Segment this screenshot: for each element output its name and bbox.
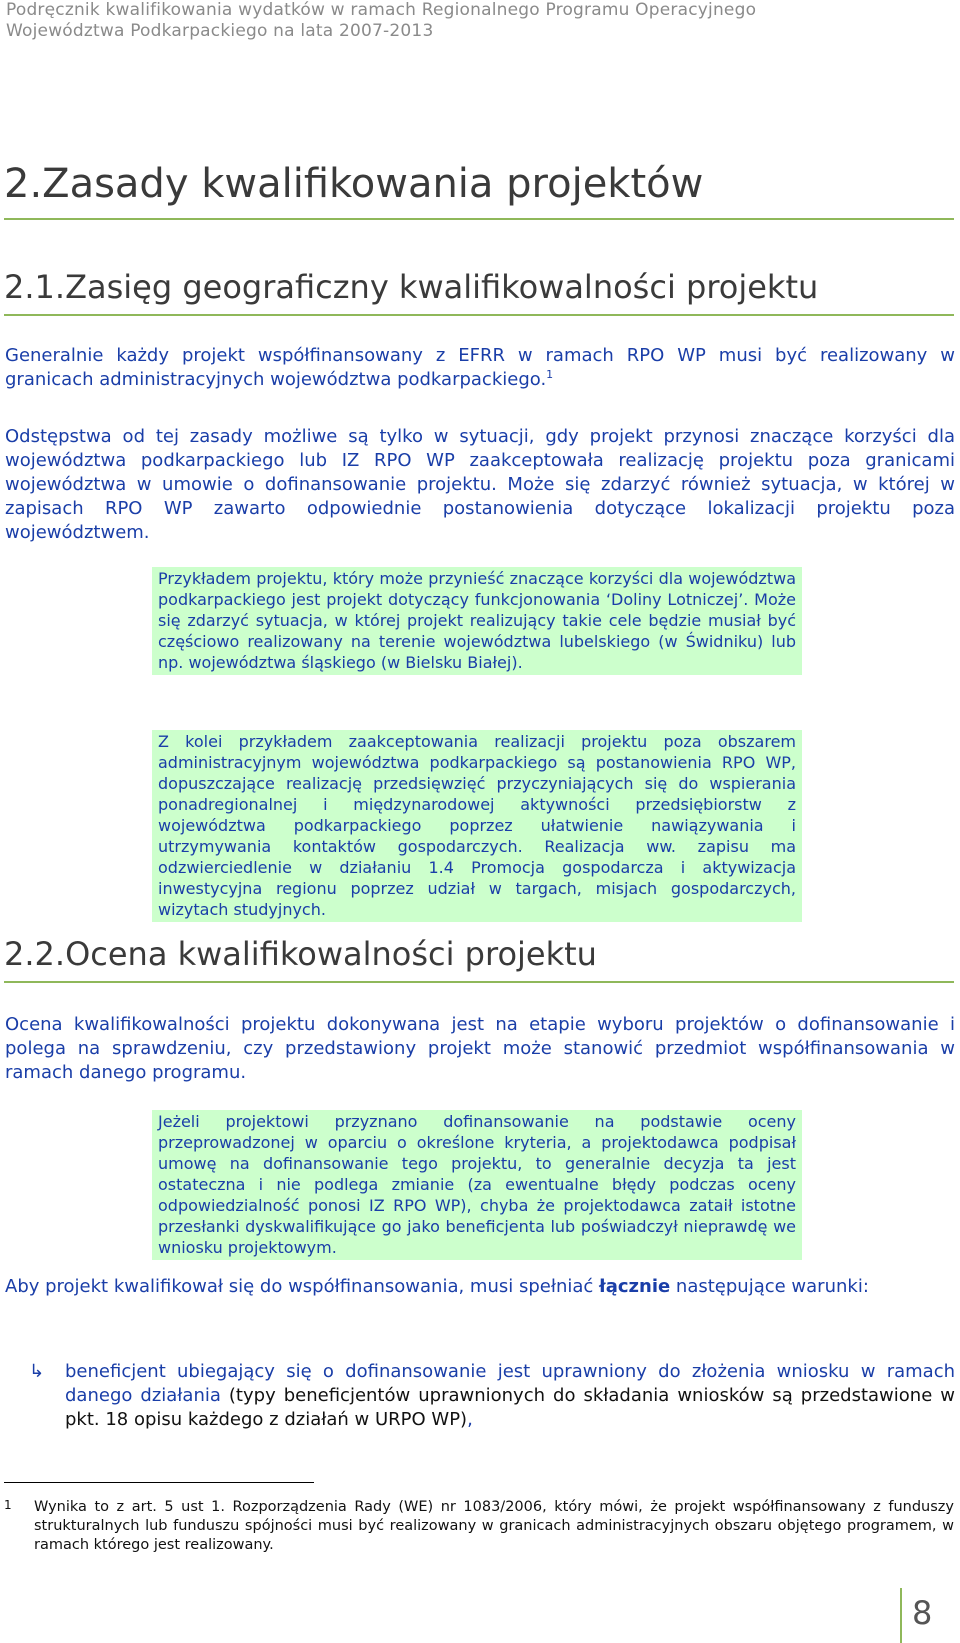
page-number: 8 bbox=[912, 1594, 933, 1632]
example-box-2: Z kolei przykładem zaakceptowania realizacji projektu poza obszarem administracyjnym województwa podkarpackiego są postanowienia RPO WP, dopuszczające realizację przedsięwzięć przyczyniających się do wspierania ponadregionalnej i międzynarodowej aktywności przedsiębiorstw z województwa podkarpackiego poprzez ułatwienie nawiązywania i utrzymywania kontaktów gospodarczych. Realizacja ww. zapisu ma odzwierciedlenie w działaniu 1.4 Promocja gospodarcza i aktywizacja inwestycyjna regionu poprzez udział w targach, misjach gospodarczych, wizytach studyjnych. bbox=[152, 730, 802, 922]
bullet-arrow-icon: ↳ bbox=[29, 1361, 45, 1382]
example-box-1: Przykładem projektu, który może przynieść znaczące korzyści dla województwa podkarpackiego jest projekt dotyczący funkcjonowania ‘Doliny Lotniczej’. Może się zdarzyć sytuacja, w której projekt realizujący takie cele będzie musiał być częściowo realizowany na terenie województwa lubelskiego (w Świdniku) lub np. województwa śląskiego (w Bielsku Białej). bbox=[152, 567, 802, 675]
running-header-line-2: Województwa Podkarpackiego na lata 2007-2013 bbox=[6, 21, 434, 41]
condition-text-black: (typy beneficjentów uprawnionych do składania wniosków są przedstawione w pkt. 18 opisu każdego z działań w URPO WP) bbox=[65, 1385, 955, 1430]
conditions-intro-end: następujące warunki: bbox=[670, 1276, 869, 1297]
page-number-divider bbox=[900, 1588, 902, 1643]
subsection-1-paragraph-2: Odstępstwa od tej zasady możliwe są tylko w sytuacji, gdy projekt przynosi znaczące korzyści dla województwa podkarpackiego lub IZ RPO WP zaakceptowała realizację projektu poza granicami województwa w umowie o dofinansowanie projektu. Może się zdarzyć również sytuacja, w której w zapisach RPO WP zawarto odpowiednie postanowienia dotyczące lokalizacji projektu poza województwem. bbox=[5, 426, 955, 543]
footnote-number: 1 bbox=[4, 1498, 12, 1512]
conditions-intro bbox=[5, 1275, 955, 1299]
conditions-intro-text: Aby projekt kwalifikował się do współfinansowania, musi spełniać bbox=[5, 1276, 600, 1297]
subsection-2-title: 2.2.Ocena kwalifikowalności projektu bbox=[4, 933, 954, 983]
condition-text bbox=[65, 1360, 955, 1432]
running-header-line-1: Podręcznik kwalifikowania wydatków w ramach Regionalnego Programu Operacyjnego bbox=[6, 0, 757, 20]
condition-text-end: , bbox=[467, 1409, 473, 1430]
paragraph-text: Generalnie każdy projekt współfinansowany z EFRR w ramach RPO WP musi być realizowany w granicach administracyjnych województwa podkarpackiego. bbox=[5, 345, 955, 390]
footnote-text: Wynika to z art. 5 ust 1. Rozporządzenia Rady (WE) nr 1083/2006, który mówi, że projekt współfinansowany z funduszy strukturalnych lub funduszu spójności musi być realizowany w granicach administracyjnych obszaru objętego programem, w ramach którego jest realizowany. bbox=[34, 1499, 954, 1553]
condition-text-blue: beneficjent ubiegający się o dofinansowanie jest uprawniony do złożenia wniosku w ramach danego działania bbox=[65, 1361, 955, 1406]
footnote-reference[interactable]: 1 bbox=[546, 368, 554, 381]
footnote-separator bbox=[4, 1482, 314, 1483]
example-box-3: Jeżeli projektowi przyznano dofinansowanie na podstawie oceny przeprowadzonej w oparciu o określone kryteria, a projektodawca podpisał umowę na dofinansowanie tego projektu, to generalnie decyzja ta jest ostateczna i nie podlega zmianie (za ewentualne błędy podczas oceny odpowiedzialność ponosi IZ RPO WP), chyba że projektodawca zataił istotne przesłanki dyskwalifikujące go jako beneficjenta lub poświadczył nieprawdę we wniosku projektowym. bbox=[152, 1110, 802, 1260]
subsection-1-title: 2.1.Zasięg geograficzny kwalifikowalności projektu bbox=[4, 266, 954, 316]
running-header bbox=[6, 0, 946, 42]
subsection-2-paragraph-1: Ocena kwalifikowalności projektu dokonywana jest na etapie wyboru projektów o dofinansowanie i polega na sprawdzeniu, czy przedstawiony projekt może stanowić przedmiot współfinansowania w ramach danego programu. bbox=[5, 1014, 955, 1083]
section-title: 2.Zasady kwalifikowania projektów bbox=[4, 158, 954, 220]
conditions-intro-bold: łącznie bbox=[599, 1276, 671, 1297]
subsection-1-paragraph-1 bbox=[5, 344, 955, 392]
